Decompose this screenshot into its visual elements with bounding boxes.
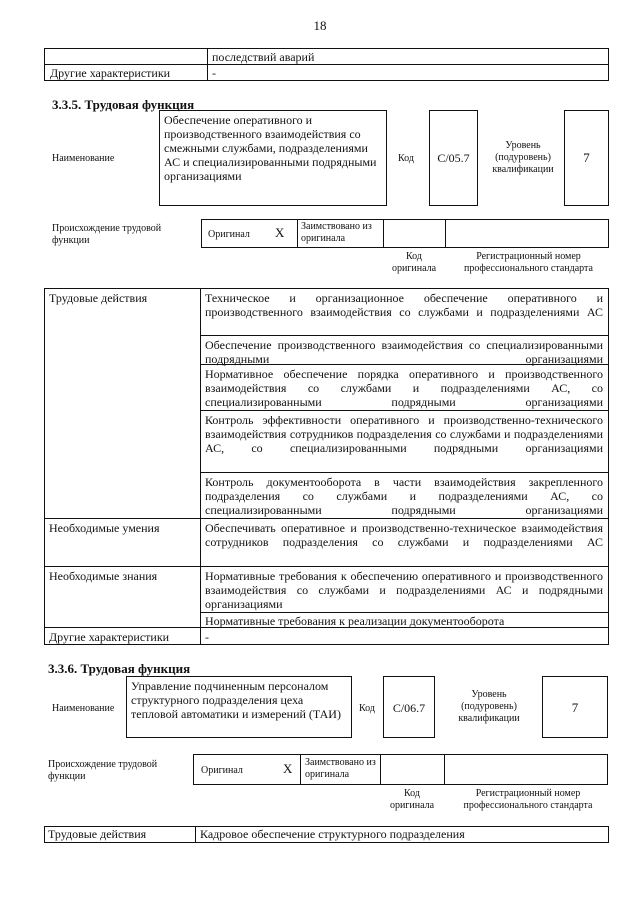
s336-original-label: Оригинал (201, 765, 243, 776)
s335-code-label: Код (398, 153, 414, 164)
s335-action-item: Контроль документооборота в части взаимодействия закрепленного подразделения со службами и подразделениями АС, со специализированными подрядными организациями (205, 475, 603, 517)
s335-name-label: Наименование (52, 153, 115, 164)
s335-borrowed-label: Заимствовано из оригинала (301, 221, 372, 244)
s335-code-original-caption: Код оригинала (391, 251, 437, 274)
s336-row-label-actions: Трудовые действия (48, 827, 147, 841)
s335-row-label-skills: Необходимые умения (49, 521, 160, 535)
s335-action-item: Техническое и организационное обеспечение оперативного и производственного взаимодействия со службами и подразделениями АС (205, 291, 603, 319)
s336-level-value: 7 (571, 700, 579, 715)
s335-row-label-actions: Трудовые действия (49, 291, 148, 305)
s335-reg-number-caption: Регистрационный номер профессионального стандарта (464, 251, 593, 274)
s335-other-item: - (205, 630, 209, 644)
s336-code-original-caption: Код оригинала (389, 788, 435, 811)
s336-origin-table (193, 754, 608, 785)
s335-origin-label: Происхождение трудовой функции (52, 223, 162, 246)
s336-reg-number-caption: Регистрационный номер профессионального стандарта (463, 788, 593, 811)
s335-action-item: Обеспечение производственного взаимодействия со специализированными подрядными организациями (205, 338, 603, 366)
s335-row-label-knowledge: Необходимые знания (49, 569, 158, 583)
s336-name-label: Наименование (52, 703, 115, 714)
s336-level-label: Уровень (подуровень) квалификации (458, 689, 520, 724)
section-336-title: 3.3.6. Трудовая функция (48, 661, 191, 676)
s335-action-item: Нормативное обеспечение порядка оперативного и производственного взаимодействия со службами и подразделениями АС, со специализированными подрядными организациями (205, 367, 603, 409)
s335-row-label-other: Другие характеристики (49, 630, 170, 644)
s335-knowledge-item: Нормативные требования к реализации документооборота (205, 614, 505, 628)
s335-level-value: 7 (583, 150, 590, 165)
page-number: 18 (313, 18, 327, 33)
s335-code-value: C/05.7 (437, 151, 470, 165)
s336-borrowed-label: Заимствовано из оригинала (305, 757, 376, 780)
s335-original-label: Оригинал (208, 229, 250, 240)
s336-code-value: C/06.7 (392, 701, 426, 715)
s335-skill-item: Обеспечивать оперативное и производственно-техническое взаимодействия сотрудников подразделения со службами и подразделениями АС (205, 521, 603, 549)
s336-name-value: Управление подчиненным персоналом структурного подразделения цеха тепловой автоматики и измерений (ТАИ) (131, 679, 341, 721)
top-table-row2-right: - (212, 66, 216, 80)
s335-knowledge-item: Нормативные требования к обеспечению оперативного и производственного взаимодействия со службами и подразделениями АС и подрядными организациями (205, 569, 603, 611)
top-table-row1-right: последствий аварий (212, 50, 315, 64)
s335-level-label: Уровень (подуровень) квалификации (492, 140, 554, 175)
s336-action-item: Кадровое обеспечение структурного подразделения (200, 827, 465, 841)
s336-origin-label: Происхождение трудовой функции (48, 759, 158, 782)
s335-original-mark: X (275, 225, 285, 240)
s336-original-mark: X (283, 761, 293, 776)
s335-name-value: Обеспечение оперативного и производственного взаимодействия со смежными службами, подразделениями АС и специализированными подрядными организациями (164, 113, 377, 183)
section-335-title: 3.3.5. Трудовая функция (52, 97, 195, 112)
s335-origin-table (201, 219, 609, 248)
s336-code-label: Код (359, 703, 375, 714)
s335-action-item: Контроль эффективности оперативного и производственно-технического взаимодействия сотрудников подразделения со службами и подразделениями АС, со специализированными подрядными организациями (205, 413, 603, 455)
top-table-row2-left: Другие характеристики (50, 66, 171, 80)
